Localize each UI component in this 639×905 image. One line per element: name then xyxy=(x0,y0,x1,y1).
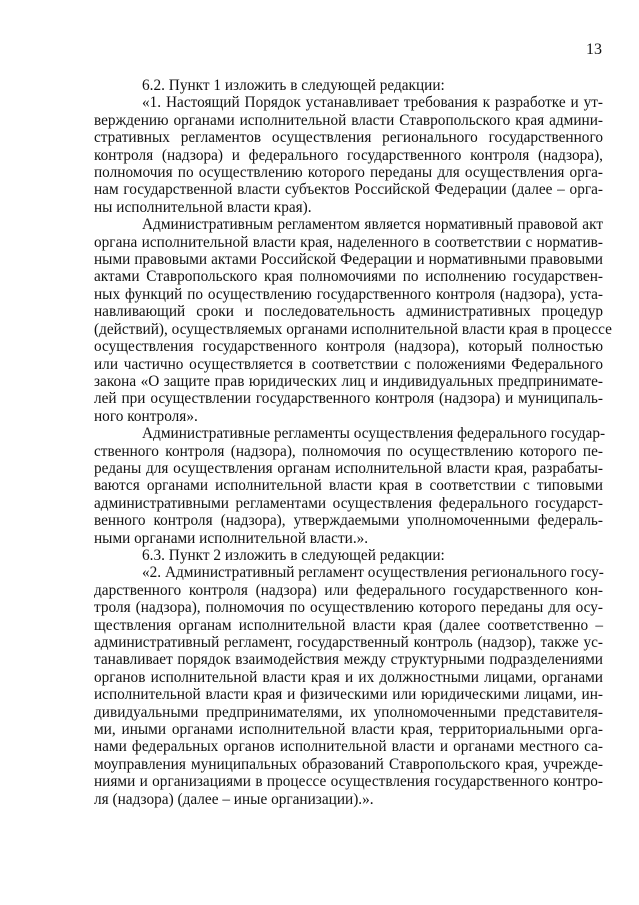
text-line: ных функций по осуществлению государственного контроля (надзора), уста- xyxy=(94,285,603,303)
text-line: 6.3. Пункт 2 изложить в следующей редакции: xyxy=(142,546,445,564)
text-line: административный регламент, государственный контроль (надзор), также ус- xyxy=(94,634,603,651)
text-line: нам государственной власти субъектов Российской Федерации (далее – орга- xyxy=(94,181,603,199)
text-line: ными правовыми актами Российской Федерации и нормативными правовыми xyxy=(94,251,603,269)
page-number: 13 xyxy=(586,41,602,58)
text-line: ны исполнительной власти края). xyxy=(94,198,312,216)
text-line: Административным регламентом является нормативный правовой акт xyxy=(142,216,603,234)
text-line: ными органами исполнительной власти.». xyxy=(94,529,369,547)
text-line: нами федеральных органов исполнительной власти и органами местного са- xyxy=(94,738,603,756)
text-line: троля (надзора), полномочия по осуществлению которого переданы для осу- xyxy=(94,599,603,617)
text-line: полномочия по осуществлению которого переданы для осуществления орга- xyxy=(94,164,603,182)
text-line: или частично осуществляется в соответствии с положениями Федерального xyxy=(94,355,603,373)
text-line: (действий), осуществляемых органами исполнительной власти края в процессе xyxy=(94,320,612,338)
text-line: стративных регламентов осуществления регионального государственного xyxy=(94,129,603,147)
text-line: ваются органами исполнительной власти края в соответствии с типовыми xyxy=(94,477,603,495)
text-line: 6.2. Пункт 1 изложить в следующей редакции: xyxy=(142,77,445,94)
text-line: реданы для осуществления органам исполнительной власти края, разрабаты- xyxy=(94,459,603,477)
text-line: «1. Настоящий Порядок устанавливает требования к разработке и ут- xyxy=(142,94,603,112)
text-line: административными регламентами осуществления федерального государст- xyxy=(94,494,603,512)
text-line: лей при осуществлении государственного контроля (надзора) и муниципаль- xyxy=(94,390,603,408)
document-body xyxy=(94,77,612,808)
text-line: органа исполнительной власти края, наделенного в соответствии с норматив- xyxy=(94,233,603,251)
text-line: венного контроля (надзора), утверждаемыми уполномоченными федераль- xyxy=(94,512,603,530)
text-line: ля (надзора) (далее – иные организации).». xyxy=(94,790,374,808)
text-line: контроля (надзора) и федерального государственного контроля (надзора), xyxy=(94,146,603,164)
text-line: ниями и организациями в процессе осуществления государственного контро- xyxy=(94,773,603,791)
text-line: ществления органам исполнительной власти края (далее соответственно – xyxy=(94,616,603,634)
text-line: дарственного контроля (надзора) или федерального государственного кон- xyxy=(94,581,603,599)
text-line: осуществления государственного контроля (надзора), который полностью xyxy=(94,338,603,356)
text-line: дивидуальными предпринимателями, их уполномоченными представителя- xyxy=(94,703,603,721)
text-line: актами Ставропольского края полномочиями по исполнению государствен- xyxy=(94,268,603,286)
text-line: ного контроля». xyxy=(94,407,198,425)
text-line: ми, иными органами исполнительной власти края, территориальными орга- xyxy=(94,721,603,739)
text-line: верждению органами исполнительной власти Ставропольского края админи- xyxy=(94,111,603,129)
text-line: закона «О защите прав юридических лиц и индивидуальных предпринимате- xyxy=(94,372,603,390)
text-line: навливающий сроки и последовательность административных процедур xyxy=(94,303,603,321)
text-line: Административные регламенты осуществления федерального государ- xyxy=(142,425,606,443)
text-line: органов исполнительной власти края и их должностными лицами, органами xyxy=(94,668,603,686)
text-line: «2. Административный регламент осуществления регионального госу- xyxy=(142,564,604,582)
text-line: исполнительной власти края и физическими или юридическими лицами, ин- xyxy=(94,686,603,704)
text-line: танавливает порядок взаимодействия между структурными подразделениями xyxy=(94,651,603,669)
text-line: ственного контроля (надзора), полномочия по осуществлению которого пе- xyxy=(94,442,603,460)
text-line: моуправления муниципальных образований Ставропольского края, учрежде- xyxy=(94,755,603,773)
